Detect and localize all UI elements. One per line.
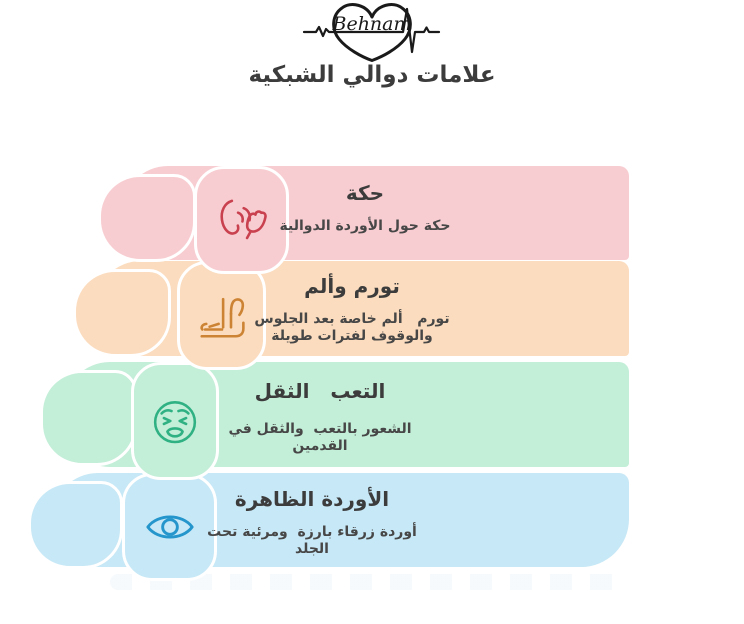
symptom-subtitle: تورم ألم خاصة بعد الجلوس والوقوف لفترات طويلة bbox=[244, 311, 450, 344]
page-title: علامات دوالي الشبكية bbox=[248, 62, 496, 88]
symptom-title: تورم وألم bbox=[304, 274, 400, 298]
symptom-title: حكة bbox=[345, 181, 385, 205]
logo-brand-text: Behnam bbox=[332, 13, 412, 35]
symptom-subtitle: حكة حول الأوردة الدوالية bbox=[279, 218, 451, 234]
symptom-title: الأوردة الظاهرة bbox=[234, 487, 390, 511]
symptom-title: التعب الثقل bbox=[254, 379, 386, 403]
symptom-subtitle: أوردة زرقاء بارزة ومرئية تحت الجلد bbox=[202, 524, 417, 557]
bar-left-cap bbox=[98, 174, 196, 262]
symptom-subtitle: الشعور بالتعب والثقل في القدمين bbox=[223, 421, 412, 454]
symptom-text bbox=[245, 182, 485, 235]
